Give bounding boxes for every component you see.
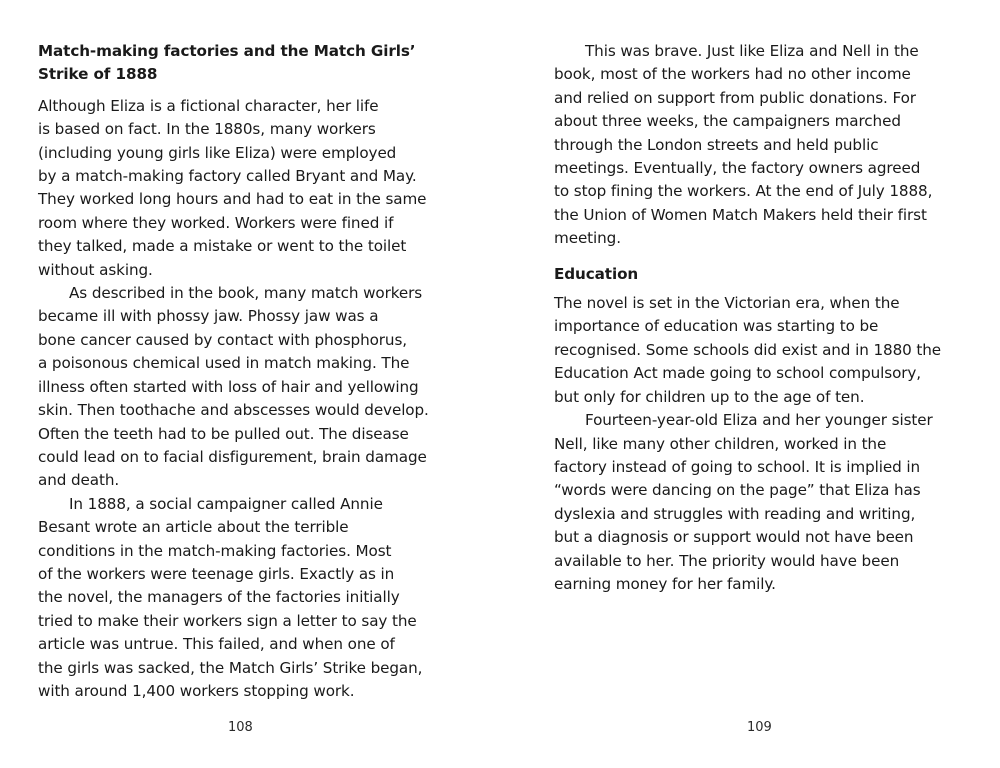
text-line: article was untrue. This failed, and when one of xyxy=(38,635,395,654)
text-line: Besant wrote an article about the terrible xyxy=(38,518,349,537)
right-page-intro xyxy=(554,40,966,251)
text-line: factory instead of going to school. It is implied in xyxy=(554,457,921,476)
text-line: they talked, made a mistake or went to the toilet xyxy=(38,237,407,256)
text-line: to stop fining the workers. At the end of July 1888, xyxy=(554,182,933,201)
section-heading-match-factories xyxy=(38,40,450,87)
text-line: tried to make their workers sign a letter to say the xyxy=(38,611,417,630)
text-line: skin. Then toothache and abscesses would develop. xyxy=(38,401,429,420)
left-page-body xyxy=(38,95,450,704)
text-line: and death. xyxy=(38,471,120,490)
text-line: dyslexia and struggles with reading and writing, xyxy=(554,504,916,523)
section-heading-education: Education xyxy=(554,264,639,283)
text-line: meeting. xyxy=(554,229,621,248)
page-number-left: 108 xyxy=(228,720,253,735)
right-page xyxy=(554,40,966,596)
text-line: importance of education was starting to be xyxy=(554,317,879,336)
text-line: became ill with phossy jaw. Phossy jaw was a xyxy=(38,307,379,326)
text-line: bone cancer caused by contact with phosphorus, xyxy=(38,330,407,349)
paragraph xyxy=(38,95,450,282)
text-line: earning money for her family. xyxy=(554,574,776,593)
text-line: could lead on to facial disfigurement, brain damage xyxy=(38,447,427,466)
text-line: This was brave. Just like Eliza and Nell in the xyxy=(585,42,919,60)
text-line: Nell, like many other children, worked in the xyxy=(554,434,887,453)
text-line: but a diagnosis or support would not have been xyxy=(554,528,914,547)
text-line: Education Act made going to school compulsory, xyxy=(554,364,922,383)
text-line: the novel, the managers of the factories initially xyxy=(38,588,400,607)
text-line: and relied on support from public donations. For xyxy=(554,88,916,107)
text-line: Although Eliza is a fictional character, her life xyxy=(38,96,379,115)
heading-line: Match-making factories and the Match Girls’ xyxy=(38,42,416,60)
text-line: illness often started with loss of hair and yellowing xyxy=(38,377,419,396)
text-line: about three weeks, the campaigners marched xyxy=(554,112,901,131)
text-line: a poisonous chemical used in match making. The xyxy=(38,354,410,373)
text-line: room where they worked. Workers were fined if xyxy=(38,213,394,232)
text-line: with around 1,400 workers stopping work. xyxy=(38,681,355,700)
text-line: As described in the book, many match workers xyxy=(69,284,423,303)
right-page-body xyxy=(554,292,966,596)
paragraph xyxy=(554,292,966,409)
text-line: the girls was sacked, the Match Girls’ Strike began, xyxy=(38,658,423,677)
text-line: In 1888, a social campaigner called Annie xyxy=(69,494,383,513)
text-line: through the London streets and held public xyxy=(554,135,879,154)
left-page xyxy=(38,40,450,703)
text-line: of the workers were teenage girls. Exactly as in xyxy=(38,564,395,583)
text-line: The novel is set in the Victorian era, when the xyxy=(554,294,900,313)
paragraph xyxy=(554,40,966,251)
text-line: by a match-making factory called Bryant and May. xyxy=(38,167,417,186)
text-line: recognised. Some schools did exist and in 1880 the xyxy=(554,340,942,359)
text-line: available to her. The priority would have been xyxy=(554,551,900,570)
paragraph xyxy=(554,409,966,596)
text-line: “words were dancing on the page” that Eliza has xyxy=(554,481,921,500)
text-line: conditions in the match-making factories. Most xyxy=(38,541,392,560)
page-number-right: 109 xyxy=(747,720,772,735)
text-line: meetings. Eventually, the factory owners agreed xyxy=(554,159,921,178)
text-line: Often the teeth had to be pulled out. The disease xyxy=(38,424,409,443)
text-line: is based on fact. In the 1880s, many workers xyxy=(38,120,376,139)
text-line: without asking. xyxy=(38,260,153,279)
heading-line: Strike of 1888 xyxy=(38,65,158,84)
paragraph xyxy=(38,493,450,704)
text-line: Fourteen-year-old Eliza and her younger sister xyxy=(585,411,933,430)
text-line: book, most of the workers had no other income xyxy=(554,65,911,84)
text-line: They worked long hours and had to eat in the same xyxy=(38,190,427,209)
paragraph xyxy=(38,282,450,493)
text-line: the Union of Women Match Makers held their first xyxy=(554,205,927,224)
text-line: (including young girls like Eliza) were employed xyxy=(38,143,397,162)
text-line: but only for children up to the age of ten. xyxy=(554,387,865,406)
